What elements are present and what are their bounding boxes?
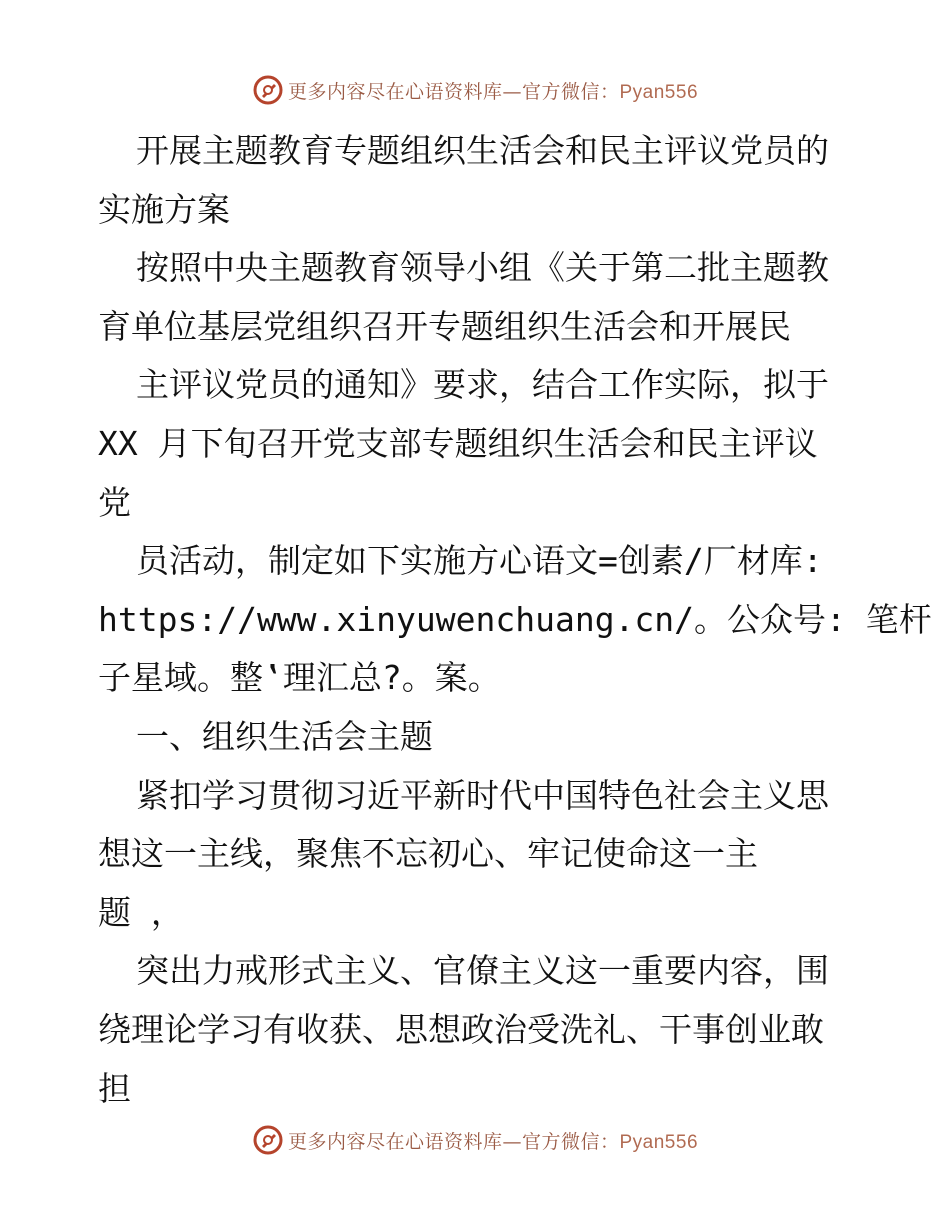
paragraph-line: 突出力戒形式主义、官僚主义这一重要内容，围 bbox=[136, 951, 829, 991]
paragraph-line: 按照中央主题教育领导小组《关于第二批主题教 bbox=[136, 248, 829, 288]
paragraph-line: 题 ， bbox=[98, 892, 184, 932]
paragraph-line: 员活动，制定如下实施方心语文=创素/厂材库: bbox=[136, 541, 823, 581]
footer-banner-text: 更多内容尽在心语资料库—官方微信：Pyan556 bbox=[287, 1130, 699, 1153]
doc-title-line-2: 实施方案 bbox=[98, 189, 230, 229]
paragraph-line: XX 月下旬召开党支部专题组织生活会和民主评议 bbox=[98, 423, 818, 463]
paragraph-line: 育单位基层党组织召开专题组织生活会和开展民 bbox=[98, 306, 791, 346]
paragraph-line: 绕理论学习有收获、思想政治受洗礼、干事创业敢 bbox=[98, 1009, 824, 1049]
header-banner-text: 更多内容尽在心语资料库—官方微信：Pyan556 bbox=[287, 80, 699, 103]
wechat-handle: Pyan556 bbox=[619, 1131, 699, 1153]
section-heading: 一、组织生活会主题 bbox=[136, 716, 433, 756]
footer-banner bbox=[0, 1120, 950, 1160]
paragraph-line: 担 bbox=[98, 1068, 131, 1108]
paragraph-line: https://www.xinyuwenchuang.cn/。公众号: 笔杆 bbox=[98, 599, 932, 639]
document-body bbox=[98, 122, 932, 1118]
paragraph-line: 紧扣学习贯彻习近平新时代中国特色社会主义思 bbox=[136, 775, 829, 815]
logo-icon bbox=[252, 1124, 284, 1156]
wechat-handle: Pyan556 bbox=[619, 81, 699, 103]
paragraph-line: 党 bbox=[98, 482, 131, 522]
doc-title-line-1: 开展主题教育专题组织生活会和民主评议党员的 bbox=[136, 131, 829, 170]
paragraph-line: 子星域。整‛理汇总?。案。 bbox=[98, 658, 501, 698]
header-banner bbox=[0, 70, 950, 110]
logo-icon bbox=[252, 74, 284, 106]
paragraph-line: 主评议党员的通知》要求，结合工作实际，拟于 bbox=[136, 365, 829, 405]
paragraph-line: 想这一主线，聚焦不忘初心、牢记使命这一主 bbox=[98, 834, 758, 874]
